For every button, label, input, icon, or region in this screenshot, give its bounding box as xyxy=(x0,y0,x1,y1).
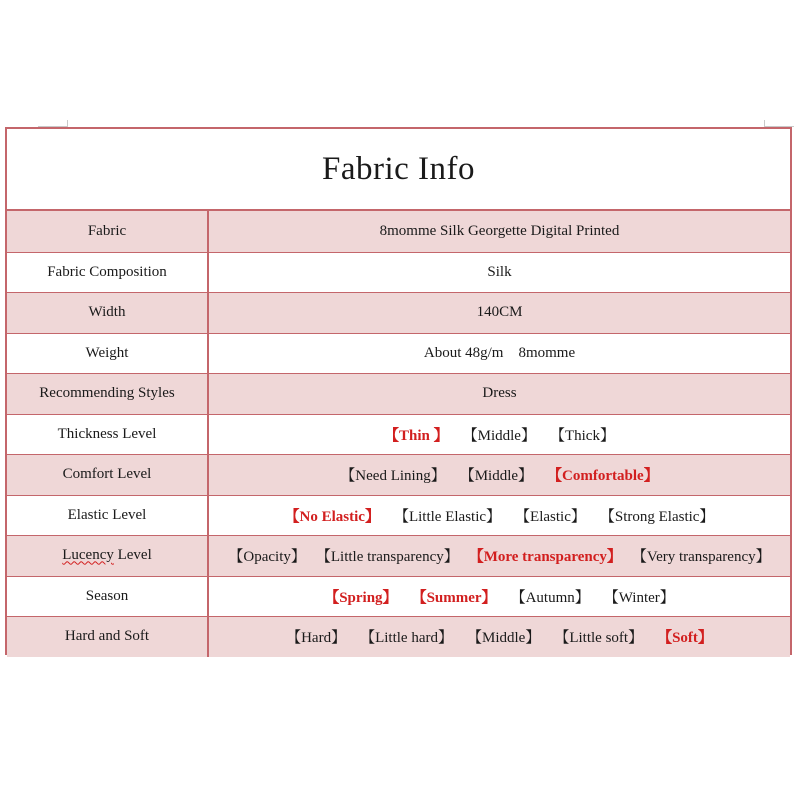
option-autumn: 【Autumn】 xyxy=(510,589,590,606)
table-row-season xyxy=(7,576,790,617)
option-need-lining: 【Need Lining】 xyxy=(340,468,446,485)
crop-mark-right-tick xyxy=(764,120,765,127)
option-opacity: 【Opacity】 xyxy=(228,549,306,566)
table-row-fabric-composition xyxy=(7,252,790,293)
row-label: Weight xyxy=(7,334,209,374)
table-row-comfort-level xyxy=(7,454,790,495)
option-group xyxy=(209,496,790,536)
row-label: Recommending Styles xyxy=(7,374,209,414)
option-more-transparency: 【More transparency】 xyxy=(468,549,622,566)
option-middle: 【Middle】 xyxy=(459,468,534,485)
option-little-transparency: 【Little transparency】 xyxy=(315,549,459,566)
row-label xyxy=(7,536,209,576)
table-row-hard-and-soft xyxy=(7,616,790,657)
option-summer: 【Summer】 xyxy=(411,589,497,606)
table-row-width xyxy=(7,292,790,333)
row-value: 140CM xyxy=(476,304,523,321)
option-thick: 【Thick】 xyxy=(549,427,615,444)
option-middle: 【Middle】 xyxy=(466,630,541,647)
row-label: Comfort Level xyxy=(7,455,209,495)
option-elastic: 【Elastic】 xyxy=(515,508,586,525)
table-row-elastic-level xyxy=(7,495,790,536)
page-title: Fabric Info xyxy=(321,150,476,187)
option-little-hard: 【Little hard】 xyxy=(360,630,453,647)
row-label-part: Level xyxy=(113,547,152,564)
table-row-fabric xyxy=(7,211,790,252)
option-no-elastic: 【No Elastic】 xyxy=(284,508,380,525)
option-strong-elastic: 【Strong Elastic】 xyxy=(599,508,715,525)
option-comfortable: 【Comfortable】 xyxy=(547,468,659,485)
row-value: Dress xyxy=(482,385,517,402)
row-label: Width xyxy=(7,293,209,333)
option-winter: 【Winter】 xyxy=(603,589,675,606)
row-label: Elastic Level xyxy=(7,496,209,536)
option-middle: 【Middle】 xyxy=(462,427,536,444)
option-spring: 【Spring】 xyxy=(324,589,398,606)
title-cell xyxy=(7,129,790,211)
row-label-part: Lucency xyxy=(62,547,114,564)
row-label: Fabric xyxy=(7,211,209,252)
option-group xyxy=(209,415,790,455)
row-value: Silk xyxy=(487,263,512,280)
row-label: Hard and Soft xyxy=(7,617,209,657)
row-value: 8momme Silk Georgette Digital Printed xyxy=(379,222,620,239)
row-label: Thickness Level xyxy=(7,415,209,455)
option-little-soft: 【Little soft】 xyxy=(554,630,644,647)
option-group xyxy=(209,577,790,617)
option-very-transparency: 【Very transparency】 xyxy=(631,549,771,566)
row-label: Fabric Composition xyxy=(7,253,209,293)
option-group xyxy=(209,455,790,495)
option-thin: 【Thin 】 xyxy=(384,427,449,444)
table-row-lucency-level xyxy=(7,535,790,576)
row-label: Season xyxy=(7,577,209,617)
table-row-recommending-styles xyxy=(7,373,790,414)
option-hard: 【Hard】 xyxy=(286,630,347,647)
option-soft: 【Soft】 xyxy=(657,630,713,647)
row-value: About 48g/m 8momme xyxy=(423,344,576,361)
crop-mark-left-tick xyxy=(67,120,68,127)
table-row-weight xyxy=(7,333,790,374)
table-row-thickness-level xyxy=(7,414,790,455)
option-group xyxy=(209,536,790,576)
option-group xyxy=(209,617,790,657)
option-little-elastic: 【Little Elastic】 xyxy=(393,508,502,525)
fabric-info-table xyxy=(5,127,792,655)
